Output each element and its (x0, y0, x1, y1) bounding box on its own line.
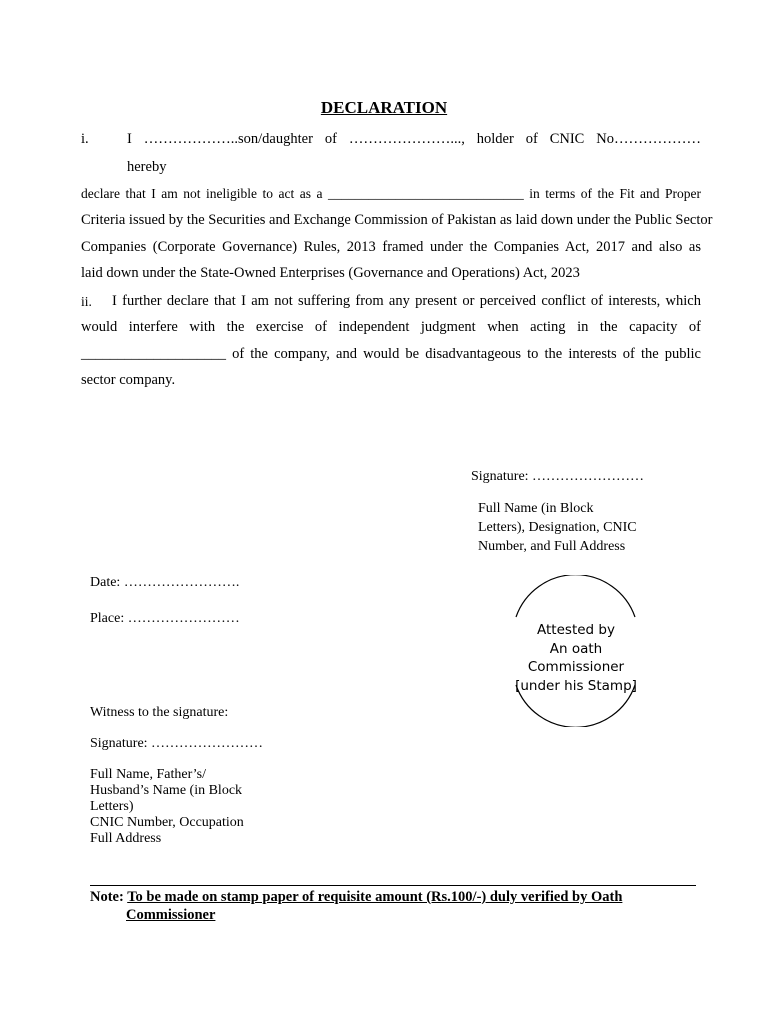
document-title: DECLARATION (320, 98, 448, 117)
para1-line3: declare that I am not ineligible to act as a _____________________________ in terms of the Fit and Proper (81, 186, 701, 201)
para2-line2: would interfere with the exercise of independent judgment when acting in the capacity of (81, 319, 701, 335)
date-label: Date: ……………………. (90, 575, 240, 590)
para1-line1: I ………………..son/daughter of …………………..., holder of CNIC No……………… (127, 131, 701, 147)
signature-name-line: Number, and Full Address (478, 539, 626, 554)
signature-name-line: Full Name (in Block (478, 501, 594, 516)
para2-line3: ____________________ of the company, and would be disadvantageous to the interests of the public (81, 346, 701, 362)
note-text-continued: Commissioner (126, 907, 216, 923)
witness-line: Full Name, Father’s/ (90, 767, 207, 782)
para1-line2: hereby (127, 159, 167, 175)
witness-details (90, 767, 310, 847)
stamp-line: [under his Stamp] (515, 677, 637, 694)
signature-name-line: Letters), Designation, CNIC (478, 520, 637, 535)
stamp-line: Commissioner (527, 659, 625, 675)
para2-line1: I further declare that I am not suffering from any present or perceived conflict of interests, which (112, 293, 701, 309)
signature-name-block (478, 499, 678, 556)
para2-number: ii. (81, 294, 92, 309)
note-box (90, 885, 696, 924)
para1-line4: Criteria issued by the Securities and Exchange Commission of Pakistan as laid down under the Public Sector (81, 212, 713, 228)
para1-number: i. (81, 131, 89, 147)
para1-line6: laid down under the State-Owned Enterprises (Governance and Operations) Act, 2023 (81, 265, 580, 281)
para1-line5: Companies (Corporate Governance) Rules, 2013 framed under the Companies Act, 2017 and also as (81, 239, 701, 255)
witness-heading: Witness to the signature: (90, 705, 229, 720)
witness-line: Letters) (90, 799, 134, 814)
note-text: To be made on stamp paper of requisite amount (Rs.100/-) duly verified by Oath (127, 889, 623, 905)
witness-signature: Signature: …………………… (90, 736, 264, 751)
note-label: Note: (90, 889, 124, 905)
witness-line: CNIC Number, Occupation (90, 815, 244, 830)
signature-label: Signature: …………………… (471, 469, 645, 484)
para2-line4: sector company. (81, 372, 176, 388)
stamp-line: An oath (549, 640, 603, 657)
stamp-line: Attested by (537, 622, 615, 638)
witness-line: Husband’s Name (in Block (90, 783, 243, 798)
witness-line: Full Address (90, 831, 162, 846)
stamp-text (508, 621, 644, 695)
place-label: Place: …………………… (90, 611, 240, 626)
